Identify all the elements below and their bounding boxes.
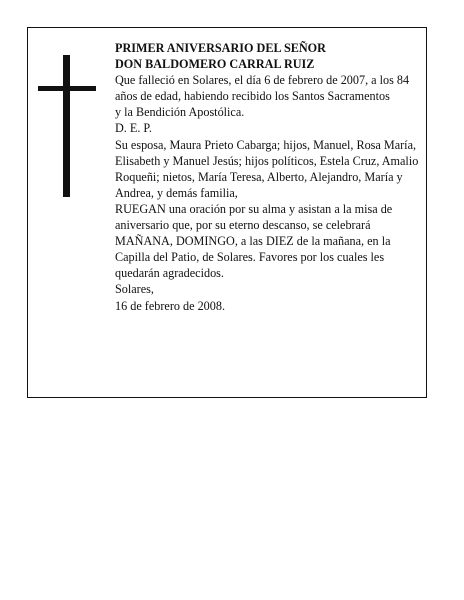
notice-family: Su esposa, Maura Prieto Cabarga; hijos, Manuel, Rosa María, Elisabeth y Manuel Jesús; hijos políticos, Estela Cruz, Amalio Roqueñi; nietos, María Teresa, Alberto, Alejandro, María y Andrea, y demás familia, <box>115 137 419 200</box>
notice-dep: D. E. P. <box>115 121 152 136</box>
cross-icon <box>38 55 96 197</box>
notice-title-line1: PRIMER ANIVERSARIO DEL SEÑOR <box>115 41 326 55</box>
notice-date: 16 de febrero de 2008. <box>115 298 225 313</box>
notice-request: RUEGAN una oración por su alma y asistan a la misa de aniversario que, por su eterno descanso, se celebrará MAÑANA, DOMINGO, a las DIEZ de la mañana, en la Capilla del Patio, de Solares. Favores por los cuales les quedarán agradecidos. <box>115 201 393 281</box>
notice-title-line2: DON BALDOMERO CARRAL RUIZ <box>115 57 315 72</box>
obituary-notice <box>27 27 427 398</box>
notice-text <box>115 40 425 314</box>
notice-paragraph-blessing: y la Bendición Apostólica. <box>115 105 245 120</box>
notice-place: Solares, <box>115 282 154 297</box>
notice-paragraph-death: Que falleció en Solares, el día 6 de febrero de 2007, a los 84 años de edad, habiendo recibido los Santos Sacramentos <box>115 73 410 104</box>
cross-horizontal-bar <box>38 86 96 91</box>
cross-vertical-bar <box>63 55 70 197</box>
